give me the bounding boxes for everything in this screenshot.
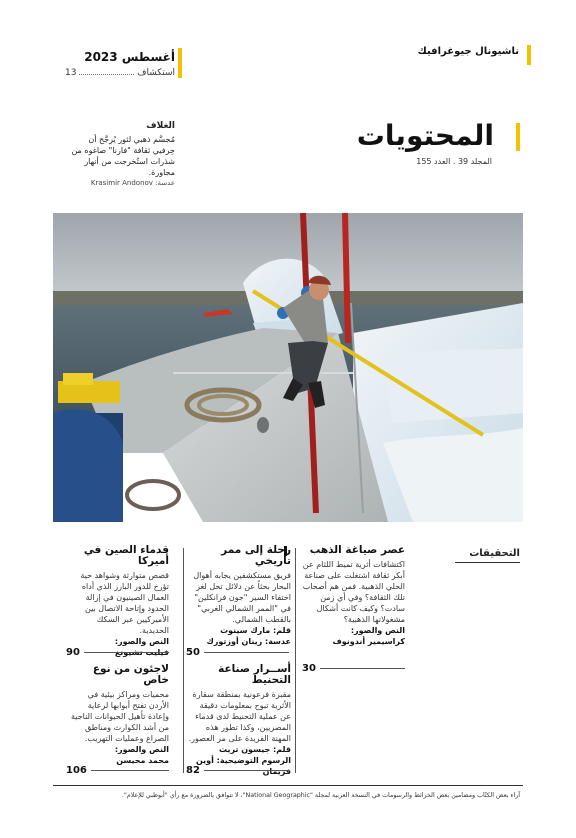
article-credit-label: النص والصور: <box>114 637 169 646</box>
title-accent-bar <box>516 123 520 151</box>
article-page-number: 30 <box>302 663 316 674</box>
article-title: أســرار صناعة التحنيط <box>218 663 291 686</box>
article-card[interactable] <box>188 545 291 647</box>
page-rule <box>204 770 289 771</box>
article-summary: مقبرة فرعونية بمنطقة سقارة الأثرية تبوح بمعلومات دقيقة عن عملية التحنيط لدى قدماء المصريين، وكذا تطور هذه المهنة الفريدة على مر العصور. <box>188 690 291 743</box>
column-divider-2 <box>183 548 184 773</box>
disclaimer-footnote: آراء بعض الكتّاب ومضامين بعض الخرائط والرسومات في النسخة العربية لمجلة "National Geographic"، لا تتوافق بالضرورة مع رأي "أبوظبي للإعلام". <box>121 792 520 799</box>
footer-rule <box>53 785 523 786</box>
article-credit-label: النص والصور: <box>114 745 169 754</box>
article-credit-writer: قلم: جيسون تريت <box>218 745 291 754</box>
article-card[interactable] <box>66 545 169 658</box>
article-credit-name: كراسيمير أندونوف <box>332 637 405 646</box>
cover-description <box>65 121 175 189</box>
article-credit-photographer: عدسة: رينان أوزتورك <box>206 637 291 646</box>
article-card[interactable] <box>302 545 405 647</box>
article-credit-name: محمد محيسن <box>116 756 169 765</box>
article-summary: اكتشافات أثرية تميط اللثام عن أبكر ثقافة اشتغلت على صناعة الحلي الذهبية. فمن هم أصحاب تلك الثقافة؟ وفي أي زمن سادت؟ وكيف كانت أشكال مشغولاتها الذهبية؟ <box>302 560 405 624</box>
article-summary: محميات ومراكز بيئية في الأردن تفتح أبوابها لرعاية وإعادة تأهيل الحيوانات الناجية من أشد الكوارث ومناطق الصراع وعمليات التهريب. <box>71 690 169 743</box>
article-title: رحلة إلى ممر تاريخي <box>221 544 291 567</box>
column-divider-1 <box>295 548 296 773</box>
article-title: لاجئون من نوع خاص <box>92 663 169 686</box>
page-title: المحتويات <box>356 119 494 152</box>
article-credit-label: النص والصور: <box>350 626 405 635</box>
arctic-sailing-illustration <box>53 213 523 522</box>
article-title: عصر صياغة الذهب <box>309 544 405 556</box>
article-page-number: 90 <box>66 647 80 658</box>
cover-credit <box>65 178 175 189</box>
article-page[interactable] <box>66 647 169 658</box>
cover-credit-name: Krasimir Andonov <box>90 179 153 187</box>
article-summary: قصص متوارثة وشواهد حية تؤرخ للدور البارز الذي أداه العمال الصينيون في إزالة الحدود وإتاحة الاتصال بين الأميركيين عبر السكك الحديدية. <box>80 571 169 635</box>
article-credit-illustrator: الرسوم التوضيحية: أوين فريمان <box>195 756 291 776</box>
dot-leader <box>79 67 134 75</box>
article-title: قدماء الصين في أميركا <box>83 544 169 567</box>
article-card[interactable] <box>66 664 169 766</box>
explore-page-number: 13 <box>65 68 77 78</box>
article-credit-writer: قلم: مارك سينوت <box>220 626 291 635</box>
article-page[interactable] <box>66 765 169 776</box>
article-credit-name: فيليب تشيونغ <box>114 648 169 657</box>
article-page-number: 50 <box>186 647 200 658</box>
explore-section-label: استكشاف <box>137 68 175 78</box>
investigations-label: التحقيقات <box>469 548 520 559</box>
volume-issue: المجلد 39 . العدد 155 <box>416 157 492 166</box>
cover-heading: الغلاف <box>146 121 175 131</box>
issue-month: أغسطس 2023 <box>84 50 175 64</box>
article-page-number: 106 <box>66 765 87 776</box>
cover-credit-label: عدسة: <box>155 179 175 187</box>
article-page-number: 82 <box>186 765 200 776</box>
feature-photo <box>53 213 523 522</box>
page-rule <box>204 652 289 653</box>
issue-accent-bar <box>178 48 182 78</box>
article-page[interactable] <box>186 647 289 658</box>
page-rule <box>320 668 405 669</box>
article-page[interactable] <box>186 765 289 776</box>
magazine-brand: ناشيونال جيوغرافيك <box>417 46 519 57</box>
article-summary: فريق مستكشفين يجابه أهوال البحار بحثاً عن دلائل تحل لغز اختفاء السير "جون فرانكلين" في "الممر الشمالي الغربي" بالقطب الشمالي. <box>193 571 291 624</box>
article-page[interactable] <box>302 663 405 674</box>
brand-accent-bar <box>527 45 531 65</box>
explore-toc-line[interactable] <box>65 67 175 78</box>
page-rule <box>84 652 169 653</box>
investigations-rule <box>455 562 520 563</box>
cover-text: مُجسَّم ذهبي لثور يُرجَّح أن حِرفيي ثقافة "فارنا" صاغوه من شذرات استُخرجت من أنهار مجاورة. <box>71 135 175 177</box>
article-card[interactable] <box>188 664 291 777</box>
page-rule <box>91 770 169 771</box>
